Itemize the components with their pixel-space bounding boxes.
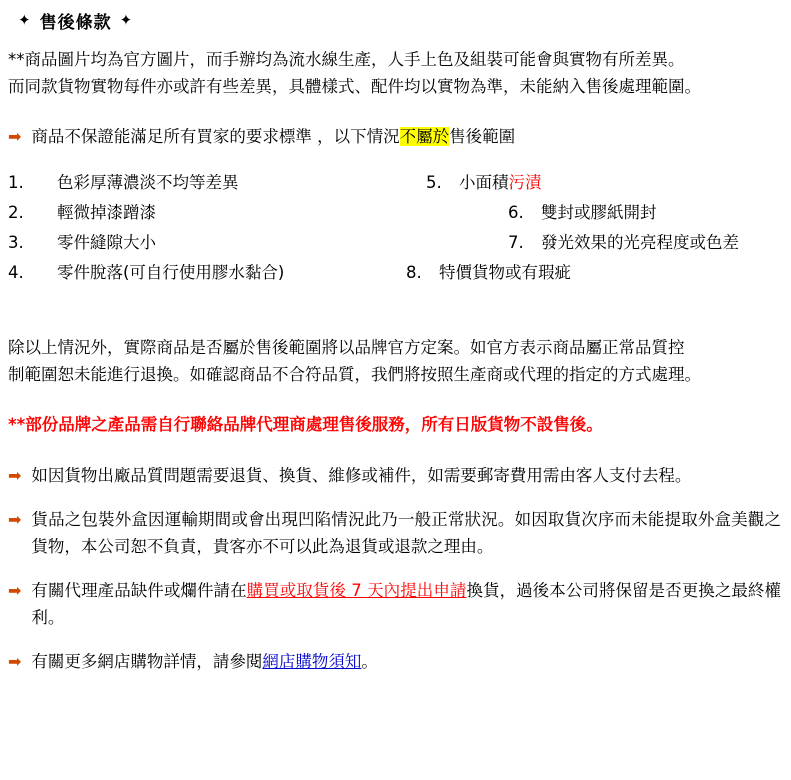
exclusions-row — [8, 199, 781, 229]
list-item — [508, 199, 657, 223]
intro-paragraph — [0, 47, 791, 100]
exclusions-row — [8, 229, 781, 259]
list-item — [8, 169, 239, 193]
list-item-number: 5. — [426, 172, 442, 192]
more-info-after: 。 — [361, 651, 378, 671]
intro-line-1: **商品圖片均為官方圖片，而手辦均為流水線生產，人手上色及組裝可能會與實物有所差異。 — [8, 50, 685, 69]
defect-claim-before: 有關代理產品缺件或爛件請在 — [31, 581, 247, 601]
list-item-number: 3. — [8, 232, 24, 252]
page-title — [0, 0, 791, 33]
arrow-right-icon: ➡ — [8, 651, 22, 671]
list-item-number: 1. — [8, 172, 24, 192]
list-item-number: 6. — [508, 202, 524, 222]
exclusions-list — [0, 169, 791, 289]
defect-claim-text — [31, 578, 781, 631]
scope-notice-after: 售後範圍 — [449, 127, 516, 147]
shopping-guide-link[interactable]: 網店購物須知 — [262, 651, 362, 671]
scope-notice-highlight: 不屬於 — [399, 127, 450, 147]
list-item — [508, 229, 739, 253]
list-item-label: 發光效果的光亮程度或色差 — [541, 232, 739, 252]
list-item-label: 零件縫隙大小 — [57, 232, 156, 252]
list-item — [406, 259, 571, 283]
arrow-right-icon: ➡ — [8, 127, 22, 147]
scope-notice-text — [31, 124, 781, 150]
arrow-right-icon: ➡ — [8, 510, 22, 530]
list-item-number: 8. — [406, 262, 422, 282]
exclusions-row — [8, 169, 781, 199]
more-info-notice — [0, 649, 791, 675]
packaging-notice — [0, 507, 791, 560]
defect-claim-notice — [0, 578, 791, 631]
page-title-text: 售後條款 — [39, 13, 112, 33]
list-item — [8, 229, 156, 253]
more-info-text — [31, 649, 781, 675]
brand-policy-paragraph — [0, 335, 791, 388]
list-item-label: 色彩厚薄濃淡不均等差異 — [57, 172, 239, 192]
defect-claim-deadline: 購買或取貨後 7 天內提出申請 — [246, 581, 467, 601]
red-notice: **部份品牌之產品需自行聯絡品牌代理商處理售後服務，所有日版貨物不設售後。 — [8, 415, 603, 435]
arrow-right-icon: ➡ — [8, 581, 22, 601]
shipping-cost-notice — [0, 463, 791, 489]
list-item-number: 4. — [8, 262, 24, 282]
list-item-label: 零件脫落(可自行使用膠水黏合) — [57, 262, 285, 282]
shipping-cost-text: 如因貨物出廠品質問題需要退貨、換貨、維修或補件，如需要郵寄費用需由客人支付去程。 — [31, 465, 692, 485]
brand-policy-line-1: 除以上情況外，實際商品是否屬於售後範圍將以品牌官方定案。如官方表示商品屬正常品質控 — [8, 337, 685, 357]
diamond-left-icon: ✦ — [18, 11, 32, 29]
list-item-label-text: 小面積 — [459, 172, 509, 192]
scope-notice-before: 商品不保證能滿足所有買家的要求標準 ，以下情況 — [31, 127, 400, 147]
intro-line-2: 而同款貨物實物每件亦或許有些差異，具體樣式、配件均以實物為準，未能納入售後處理範圍。 — [8, 76, 701, 96]
list-item-number: 7. — [508, 232, 524, 252]
exclusions-row — [8, 259, 781, 289]
list-item-label-red: 污漬 — [508, 172, 542, 192]
list-item-label: 輕微掉漆蹭漆 — [57, 202, 156, 222]
brand-policy-line-2: 制範圍恕未能進行退換。如確認商品不合符品質，我們將按照生產商或代理的指定的方式處理。 — [8, 364, 701, 384]
diamond-right-icon: ✦ — [119, 11, 134, 29]
packaging-text: 貨品之包裝外盒因運輸期間或會出現凹陷情況此乃一般正常狀況。如因取貨次序而未能提取外盒美觀之貨物，本公司恕不負責，貴客亦不可以此為退貨或退款之理由。 — [31, 510, 781, 556]
more-info-before: 有關更多網店購物詳情，請參閱 — [31, 651, 263, 671]
list-item — [8, 259, 284, 283]
list-item-label: 雙封或膠紙開封 — [541, 202, 657, 222]
defect-claim-after: 換貨，過後本公司將保留是否更換之最終權利。 — [31, 581, 781, 627]
arrow-right-icon: ➡ — [8, 465, 22, 485]
list-item-label: 特價貨物或有瑕疵 — [439, 262, 571, 282]
list-item-label — [447, 169, 542, 193]
list-item — [426, 169, 542, 193]
scope-notice — [0, 124, 791, 150]
list-item — [8, 199, 156, 223]
list-item-number: 2. — [8, 202, 24, 222]
